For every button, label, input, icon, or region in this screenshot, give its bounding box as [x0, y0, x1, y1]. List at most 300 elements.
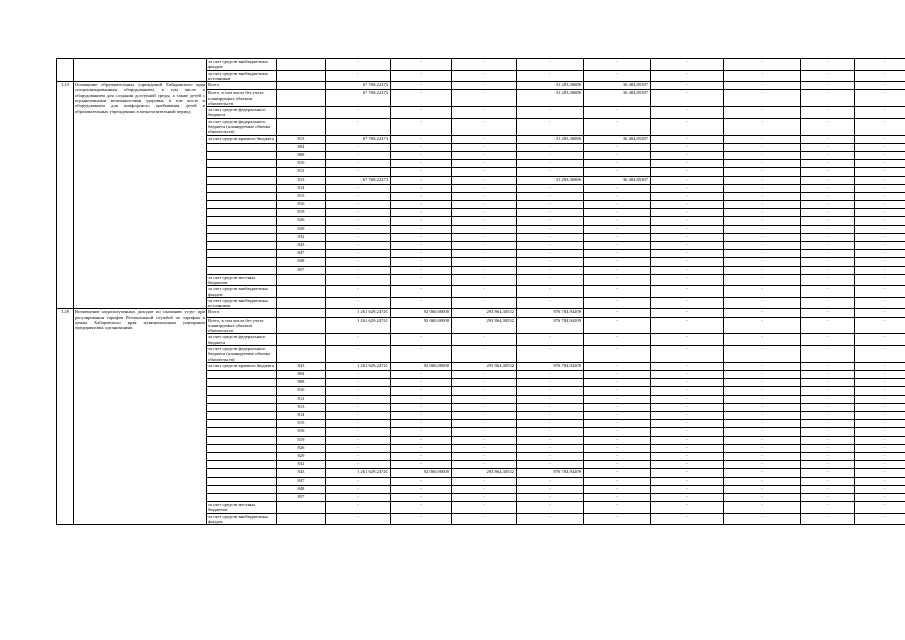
amount-cell: - [391, 201, 452, 209]
amount-cell: - [517, 420, 584, 428]
amount-cell: - [651, 107, 724, 119]
amount-cell: - [724, 502, 801, 514]
amount-cell: - [801, 209, 855, 217]
amount-cell: - [855, 168, 905, 176]
amount-cell: - [584, 286, 651, 298]
amount-cell: - [326, 160, 391, 168]
grbs-code-cell [277, 118, 326, 135]
amount-cell: - [326, 297, 391, 309]
amount-cell: - [517, 379, 584, 387]
funding-source-cell [207, 233, 277, 241]
amount-cell: - [651, 371, 724, 379]
amount-cell: - [452, 371, 517, 379]
funding-source-cell [207, 209, 277, 217]
amount-cell: - [517, 461, 584, 469]
funding-source-cell [207, 477, 277, 485]
amount-cell: - [724, 412, 801, 420]
amount-cell: - [391, 118, 452, 135]
amount-cell: - [584, 317, 651, 334]
amount-cell: - [801, 317, 855, 334]
amount-cell: - [517, 217, 584, 225]
amount-cell: - [326, 493, 391, 501]
amount-cell: - [724, 168, 801, 176]
row-number-cell: 1.29 [57, 309, 74, 525]
amount-cell: - [724, 379, 801, 387]
amount-cell: - [452, 286, 517, 298]
amount-cell: - [584, 250, 651, 258]
amount-cell: - [452, 502, 517, 514]
amount-cell: - [517, 371, 584, 379]
amount-cell: - [724, 286, 801, 298]
amount-cell: - [326, 513, 391, 525]
amount-cell: 293 864,30532 [452, 317, 517, 334]
amount-cell: - [801, 233, 855, 241]
amount-cell: - [517, 387, 584, 395]
amount-cell: - [517, 485, 584, 493]
amount-cell: - [855, 258, 905, 266]
funding-source-cell: за счет средств федерального бюджета [207, 334, 277, 346]
amount-cell: 67 768,22273 [326, 82, 391, 90]
amount-cell: - [517, 297, 584, 309]
amount-cell: - [326, 286, 391, 298]
amount-cell: - [855, 192, 905, 200]
amount-cell: - [391, 286, 452, 298]
amount-cell: - [326, 266, 391, 274]
amount-cell: - [584, 297, 651, 309]
amount-cell: - [801, 387, 855, 395]
grbs-code-cell: 808 [277, 379, 326, 387]
amount-cell: - [801, 493, 855, 501]
amount-cell: - [391, 493, 452, 501]
amount-cell: - [855, 452, 905, 460]
amount-cell: - [391, 258, 452, 266]
amount-cell: - [724, 309, 801, 317]
grbs-code-cell: 813 [277, 135, 326, 143]
amount-cell: - [326, 250, 391, 258]
grbs-code-cell: 814 [277, 184, 326, 192]
amount-cell: - [855, 379, 905, 387]
amount-cell: - [855, 493, 905, 501]
amount-cell: - [391, 70, 452, 82]
amount-cell: - [517, 493, 584, 501]
grbs-code-cell: 812 [277, 395, 326, 403]
amount-cell: - [801, 82, 855, 90]
funding-source-cell [207, 143, 277, 151]
amount-cell: - [724, 258, 801, 266]
amount-cell: - [517, 225, 584, 233]
grbs-code-cell [277, 82, 326, 90]
amount-cell: - [801, 201, 855, 209]
amount-cell: - [724, 135, 801, 143]
amount-cell: - [584, 225, 651, 233]
amount-cell: - [724, 317, 801, 334]
amount-cell: - [855, 266, 905, 274]
amount-cell: - [724, 118, 801, 135]
funding-source-cell [207, 250, 277, 258]
amount-cell: - [452, 258, 517, 266]
funding-source-cell [207, 371, 277, 379]
amount-cell: - [651, 192, 724, 200]
amount-cell: - [651, 184, 724, 192]
amount-cell: - [584, 151, 651, 159]
funding-source-cell [207, 469, 277, 477]
row-number-cell: 1.23 [57, 82, 74, 309]
amount-cell: - [651, 461, 724, 469]
amount-cell: - [724, 493, 801, 501]
amount-cell: - [452, 297, 517, 309]
amount-cell: - [584, 436, 651, 444]
amount-cell: - [391, 209, 452, 217]
amount-cell: - [326, 192, 391, 200]
amount-cell: - [391, 420, 452, 428]
amount-cell: - [584, 379, 651, 387]
amount-cell: - [326, 143, 391, 151]
amount-cell: - [651, 469, 724, 477]
amount-cell: - [452, 59, 517, 71]
funding-source-cell [207, 436, 277, 444]
amount-cell: - [724, 201, 801, 209]
funding-source-cell [207, 151, 277, 159]
amount-cell: - [452, 184, 517, 192]
amount-cell: - [855, 184, 905, 192]
amount-cell: - [801, 309, 855, 317]
amount-cell: - [801, 107, 855, 119]
amount-cell: - [855, 477, 905, 485]
funding-source-cell [207, 168, 277, 176]
amount-cell: 293 864,30532 [452, 362, 517, 370]
amount-cell: - [724, 266, 801, 274]
amount-cell: - [452, 346, 517, 363]
amount-cell: - [517, 118, 584, 135]
amount-cell: - [801, 452, 855, 460]
funding-source-cell [207, 461, 277, 469]
amount-cell: - [855, 176, 905, 184]
amount-cell: - [326, 225, 391, 233]
amount-cell: - [584, 346, 651, 363]
funding-source-cell: Всего, в том числе без учета планируемых объемов обязательств [207, 317, 277, 334]
amount-cell: - [452, 192, 517, 200]
amount-cell: - [584, 107, 651, 119]
amount-cell: - [517, 151, 584, 159]
amount-cell: - [651, 90, 724, 107]
amount-cell: - [452, 82, 517, 90]
amount-cell: - [326, 461, 391, 469]
activity-description-cell [74, 59, 207, 82]
funding-source-cell [207, 485, 277, 493]
amount-cell: - [584, 513, 651, 525]
amount-cell: - [517, 192, 584, 200]
amount-cell: - [391, 334, 452, 346]
amount-cell: - [452, 118, 517, 135]
amount-cell: - [517, 160, 584, 168]
grbs-code-cell [277, 317, 326, 334]
amount-cell: - [724, 160, 801, 168]
grbs-code-cell [277, 309, 326, 317]
amount-cell: - [801, 286, 855, 298]
amount-cell: - [391, 176, 452, 184]
funding-source-cell [207, 493, 277, 501]
amount-cell: - [651, 59, 724, 71]
amount-cell: - [855, 395, 905, 403]
amount-cell: - [584, 477, 651, 485]
amount-cell: - [801, 274, 855, 286]
amount-cell: - [517, 412, 584, 420]
amount-cell: - [452, 334, 517, 346]
amount-cell: - [651, 286, 724, 298]
amount-cell: - [391, 274, 452, 286]
amount-cell: - [651, 362, 724, 370]
amount-cell: - [391, 143, 452, 151]
amount-cell: - [517, 502, 584, 514]
amount-cell: - [584, 387, 651, 395]
amount-cell: - [801, 395, 855, 403]
amount-cell: - [391, 168, 452, 176]
amount-cell: - [724, 143, 801, 151]
amount-cell: - [651, 168, 724, 176]
amount-cell: - [651, 309, 724, 317]
amount-cell: 31 283,36886 [517, 176, 584, 184]
amount-cell: - [391, 461, 452, 469]
amount-cell: - [801, 168, 855, 176]
amount-cell: 36 484,85387 [584, 82, 651, 90]
funding-source-cell [207, 160, 277, 168]
funding-source-cell [207, 395, 277, 403]
amount-cell: - [801, 225, 855, 233]
amount-cell: 67 768,22273 [326, 135, 391, 143]
budget-table [56, 58, 905, 525]
amount-cell: - [391, 90, 452, 107]
amount-cell: - [855, 387, 905, 395]
amount-cell: - [584, 242, 651, 250]
amount-cell: - [801, 135, 855, 143]
amount-cell: - [326, 387, 391, 395]
amount-cell: - [724, 82, 801, 90]
amount-cell: - [855, 420, 905, 428]
amount-cell: 67 768,22273 [326, 90, 391, 107]
funding-source-cell: Всего, в том числе без учета планируемых объемов обязательств [207, 90, 277, 107]
grbs-code-cell: 819 [277, 436, 326, 444]
amount-cell: - [855, 469, 905, 477]
funding-source-cell [207, 428, 277, 436]
amount-cell: - [326, 258, 391, 266]
grbs-code-cell: 804 [277, 143, 326, 151]
amount-cell: - [801, 250, 855, 258]
amount-cell: - [517, 274, 584, 286]
grbs-code-cell: 857 [277, 493, 326, 501]
amount-cell: - [801, 461, 855, 469]
amount-cell: - [391, 107, 452, 119]
amount-cell: - [855, 371, 905, 379]
amount-cell: - [326, 233, 391, 241]
amount-cell: - [391, 225, 452, 233]
row-number-cell [57, 59, 74, 82]
amount-cell: - [391, 502, 452, 514]
amount-cell: - [326, 444, 391, 452]
funding-source-cell [207, 403, 277, 411]
amount-cell: - [724, 334, 801, 346]
grbs-code-cell: 847 [277, 477, 326, 485]
amount-cell: - [326, 395, 391, 403]
amount-cell: 92 060,00000 [391, 362, 452, 370]
amount-cell: - [517, 428, 584, 436]
amount-cell: - [452, 420, 517, 428]
amount-cell: - [517, 250, 584, 258]
amount-cell: - [517, 395, 584, 403]
table-row [57, 59, 905, 71]
amount-cell: - [651, 395, 724, 403]
amount-cell: - [326, 485, 391, 493]
amount-cell: - [724, 184, 801, 192]
amount-cell: - [584, 452, 651, 460]
amount-cell: - [724, 297, 801, 309]
funding-source-cell: Всего [207, 309, 277, 317]
amount-cell: - [801, 371, 855, 379]
grbs-code-cell: 814 [277, 412, 326, 420]
amount-cell: - [452, 436, 517, 444]
amount-cell: - [724, 428, 801, 436]
amount-cell: - [801, 403, 855, 411]
amount-cell: - [724, 59, 801, 71]
amount-cell: - [517, 59, 584, 71]
amount-cell: - [651, 403, 724, 411]
amount-cell: - [724, 107, 801, 119]
amount-cell: - [391, 371, 452, 379]
amount-cell: - [651, 118, 724, 135]
amount-cell: - [801, 513, 855, 525]
funding-source-cell: за счет средств внебюджетных фондов [207, 286, 277, 298]
amount-cell: - [452, 485, 517, 493]
amount-cell: - [801, 59, 855, 71]
amount-cell: 876 784,94209 [517, 362, 584, 370]
amount-cell: - [326, 70, 391, 82]
amount-cell: - [724, 217, 801, 225]
grbs-code-cell: 843 [277, 469, 326, 477]
amount-cell: - [724, 461, 801, 469]
grbs-code-cell [277, 59, 326, 71]
amount-cell: - [517, 201, 584, 209]
amount-cell: - [326, 274, 391, 286]
amount-cell: - [855, 346, 905, 363]
amount-cell: 92 060,00000 [391, 317, 452, 334]
amount-cell: - [517, 107, 584, 119]
amount-cell: - [724, 436, 801, 444]
amount-cell: - [651, 217, 724, 225]
amount-cell: - [651, 493, 724, 501]
amount-cell: - [651, 176, 724, 184]
amount-cell: - [326, 334, 391, 346]
amount-cell: - [801, 334, 855, 346]
amount-cell: - [651, 233, 724, 241]
grbs-code-cell: 848 [277, 485, 326, 493]
table-row [57, 309, 905, 317]
amount-cell: - [391, 403, 452, 411]
amount-cell: - [855, 217, 905, 225]
amount-cell: - [452, 266, 517, 274]
amount-cell: - [452, 493, 517, 501]
amount-cell: - [391, 412, 452, 420]
amount-cell: - [801, 420, 855, 428]
grbs-code-cell: 810 [277, 160, 326, 168]
amount-cell: - [724, 387, 801, 395]
amount-cell: - [452, 225, 517, 233]
amount-cell: - [651, 70, 724, 82]
amount-cell: - [724, 362, 801, 370]
amount-cell: - [855, 412, 905, 420]
amount-cell: - [584, 485, 651, 493]
amount-cell: - [452, 461, 517, 469]
amount-cell: 1 261 629,24741 [326, 317, 391, 334]
amount-cell: - [724, 395, 801, 403]
amount-cell: 1 261 629,24741 [326, 309, 391, 317]
amount-cell: - [452, 233, 517, 241]
funding-source-cell: за счет средств внебюджетных фондов [207, 513, 277, 525]
amount-cell: 92 060,00000 [391, 469, 452, 477]
amount-cell: - [584, 233, 651, 241]
amount-cell: 293 864,30532 [452, 469, 517, 477]
amount-cell: - [584, 143, 651, 151]
amount-cell: - [855, 70, 905, 82]
grbs-code-cell: 857 [277, 266, 326, 274]
amount-cell: - [452, 242, 517, 250]
amount-cell: - [326, 242, 391, 250]
amount-cell: - [452, 135, 517, 143]
funding-source-cell [207, 266, 277, 274]
amount-cell: - [452, 403, 517, 411]
amount-cell: - [326, 346, 391, 363]
amount-cell: - [855, 82, 905, 90]
amount-cell: - [326, 371, 391, 379]
funding-source-cell: за счет средств местных бюджетов [207, 502, 277, 514]
funding-source-cell [207, 201, 277, 209]
amount-cell: 92 060,00000 [391, 309, 452, 317]
amount-cell: - [651, 428, 724, 436]
amount-cell: - [517, 436, 584, 444]
amount-cell: - [724, 469, 801, 477]
amount-cell: 1 261 629,24741 [326, 469, 391, 477]
amount-cell: - [801, 502, 855, 514]
amount-cell: - [517, 444, 584, 452]
funding-source-cell [207, 225, 277, 233]
amount-cell: - [855, 135, 905, 143]
amount-cell: - [452, 217, 517, 225]
amount-cell: - [651, 209, 724, 217]
amount-cell: - [326, 412, 391, 420]
amount-cell: - [452, 387, 517, 395]
amount-cell: - [391, 266, 452, 274]
amount-cell: - [391, 217, 452, 225]
amount-cell: - [584, 118, 651, 135]
amount-cell: - [326, 184, 391, 192]
amount-cell: - [855, 286, 905, 298]
funding-source-cell [207, 444, 277, 452]
amount-cell: - [801, 477, 855, 485]
amount-cell: - [326, 151, 391, 159]
amount-cell: - [855, 242, 905, 250]
grbs-code-cell: 829 [277, 452, 326, 460]
funding-source-cell: за счет средств федерального бюджета [207, 107, 277, 119]
amount-cell: - [855, 233, 905, 241]
grbs-code-cell [277, 286, 326, 298]
amount-cell: - [651, 135, 724, 143]
amount-cell: - [391, 82, 452, 90]
amount-cell: - [452, 274, 517, 286]
amount-cell: - [326, 436, 391, 444]
amount-cell: - [724, 420, 801, 428]
amount-cell: - [326, 477, 391, 485]
amount-cell: - [452, 160, 517, 168]
amount-cell: - [801, 346, 855, 363]
amount-cell: - [801, 160, 855, 168]
